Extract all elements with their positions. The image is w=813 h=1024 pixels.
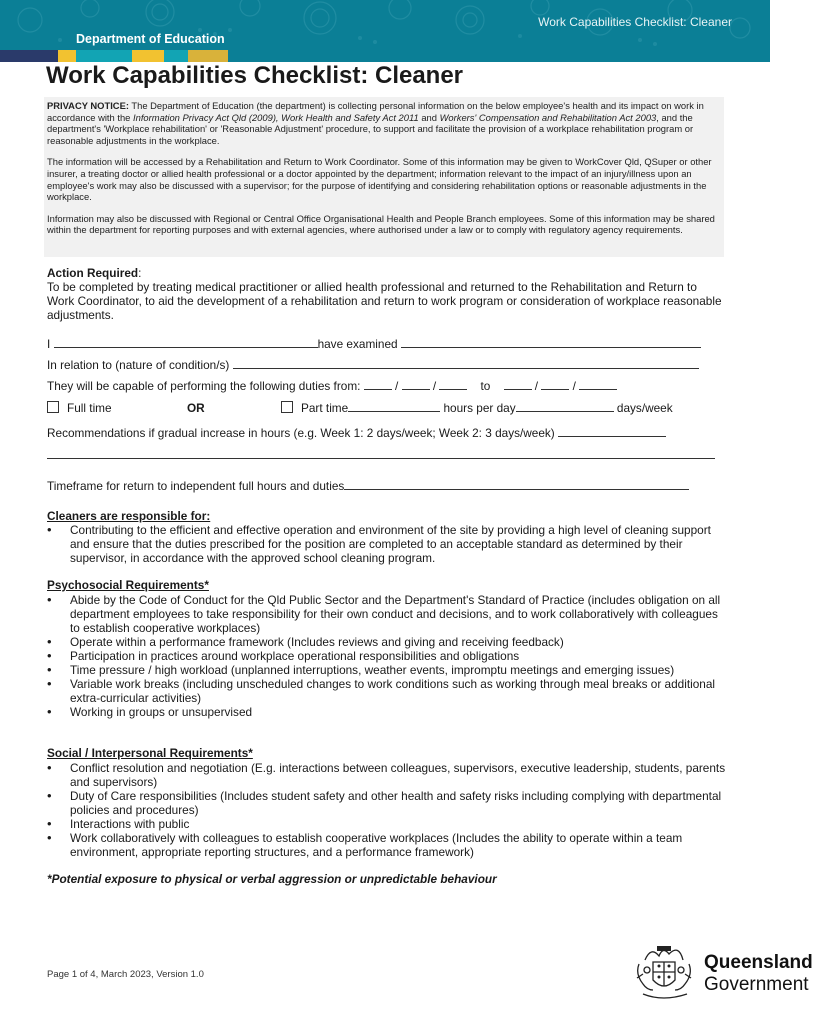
list-item: • Duty of Care responsibilities (Includes student safety and other health and safety risks including complying with departmental policies and procedures)	[47, 789, 727, 817]
slash: /	[432, 379, 437, 393]
capable-line	[47, 379, 617, 393]
list-item: • Operate within a performance framework (Includes reviews and giving and receiving feedback)	[47, 635, 727, 649]
list-item: • Working in groups or unsupervised	[47, 705, 727, 719]
capable-label: They will be capable of performing the following duties from:	[47, 379, 361, 393]
action-title: Action Required	[47, 266, 139, 280]
privacy-text-end: , and the department's 'Workplace rehabilitation' or 'Reasonable Adjustment' procedure, to support and facilitate the provision of a workplace rehabilitation program or reasonable adjustments in the workplace.	[47, 111, 694, 146]
stripe-yellow-2	[132, 50, 164, 62]
list-item: • Time pressure / high workload (unplanned interruptions, weather events, impromptu meetings and emerging issues)	[47, 663, 727, 677]
page-footer: Page 1 of 4, March 2023, Version 1.0	[47, 969, 204, 980]
recommendations-line	[47, 426, 666, 440]
privacy-acts: Information Privacy Act Qld (2009), Work Health and Safety Act 2011	[133, 111, 419, 123]
timeframe-label: Timeframe for return to independent full hours and duties	[47, 479, 345, 493]
list-item: • Contributing to the efficient and effective operation and environment of the site by providing a high level of cleaning support and ensure that the duties prescribed for the position are completed to an acceptable standard as determined by their supervisor, in accordance with the approved school cleaning program.	[47, 523, 727, 565]
list-item: • Variable work breaks (including unscheduled changes to work conditions such as working through meal breaks or additional extra-curricular activities)	[47, 677, 727, 705]
to-month-field[interactable]	[541, 379, 569, 390]
logo-line-1: Queensland	[704, 952, 813, 973]
recommendations-label: Recommendations if gradual increase in hours (e.g. Week 1: 2 days/week; Week 2: 3 days/week)	[47, 426, 555, 440]
i-label: I	[47, 337, 51, 351]
examined-label: have examined	[317, 337, 398, 351]
stripe-teal	[76, 50, 132, 62]
psychosocial-list	[47, 593, 727, 719]
practitioner-name-field[interactable]	[54, 337, 318, 348]
slash: /	[395, 379, 399, 393]
privacy-text-and: and	[418, 111, 440, 123]
social-heading: Social / Interpersonal Requirements*	[47, 746, 253, 760]
social-list	[47, 761, 727, 859]
action-required	[47, 266, 727, 322]
condition-field[interactable]	[233, 358, 699, 369]
action-colon: :	[138, 266, 142, 280]
from-year-field[interactable]	[439, 379, 467, 390]
list-item: • Interactions with public	[47, 817, 727, 831]
list-item: • Participation in practices around workplace operational responsibilities and obligations	[47, 649, 727, 663]
logo-line-2: Government	[704, 974, 809, 995]
relation-line	[47, 358, 699, 372]
privacy-notice	[44, 97, 724, 257]
header-doc-title: Work Capabilities Checklist: Cleaner	[538, 15, 732, 29]
part-time-label: Part time	[301, 401, 349, 415]
department-name: Department of Education	[76, 32, 225, 46]
hours-per-day-field[interactable]	[348, 401, 440, 412]
examined-line	[47, 337, 701, 351]
privacy-text: The Department of Education (the department) is collecting personal information on the below employee's health and its impact on work in accordance with the	[47, 100, 704, 123]
recommendations-field-2[interactable]	[47, 448, 715, 459]
privacy-paragraph-1	[47, 100, 721, 146]
from-day-field[interactable]	[364, 379, 392, 390]
to-label: to	[480, 379, 491, 393]
slash: /	[534, 379, 539, 393]
action-body: To be completed by treating medical practitioner or allied health professional and returned to the Rehabilitation and Return to Work Coordinator, to aid the development of a rehabilitation and return to work program or consideration of workplace reasonable adjustments.	[47, 280, 722, 322]
from-month-field[interactable]	[402, 379, 430, 390]
cleaners-list	[47, 523, 727, 565]
days-per-week-field[interactable]	[516, 401, 614, 412]
relation-label: In relation to (nature of condition/s)	[47, 358, 230, 372]
part-time-group	[281, 401, 673, 415]
stripe-teal-2	[164, 50, 188, 62]
days-week-label: days/week	[616, 401, 673, 415]
stripe-yellow	[58, 50, 76, 62]
timeframe-field[interactable]	[344, 479, 689, 490]
to-day-field[interactable]	[504, 379, 532, 390]
privacy-paragraph-2: The information will be accessed by a Rehabilitation and Return to Work Coordinator. Some of this information may be given to WorkCover Qld, QSuper or other insurer, a treating doctor or allied health professional or a doctor appointed by the department; information relevant to the impact of an injury/illness upon an employee's work may also be discussed with a supervisor; for the purpose of identifying and considering rehabilitation options or reasonable adjustments in the workplace.	[47, 156, 712, 203]
cleaners-heading: Cleaners are responsible for:	[47, 509, 211, 523]
full-time-label: Full time	[67, 401, 112, 415]
recommendations-field[interactable]	[558, 426, 666, 437]
privacy-paragraph-3: Information may also be discussed with Regional or Central Office Organisational Health and People Branch employees. Some of this information may be shared within the department for reporting purposes and with external agencies, where authorised under a law or to comply with regulatory agency requirements.	[47, 212, 715, 236]
list-item: • Abide by the Code of Conduct for the Qld Public Sector and the Department's Standard of Practice (includes obligation on all department employees to take responsibility for their own conduct and decisions, and to work collaboratively with colleagues to establish cooperative workplaces)	[47, 593, 727, 635]
stripe-dark	[0, 50, 58, 62]
psychosocial-heading: Psychosocial Requirements*	[47, 578, 209, 592]
list-item: • Work collaboratively with colleagues to establish cooperative workplaces (Includes the ability to operate within a team environment, appropriate reporting structures, and a performance framework)	[47, 831, 727, 859]
employee-name-field[interactable]	[401, 337, 701, 348]
aggression-note: *Potential exposure to physical or verbal aggression or unpredictable behaviour	[47, 872, 497, 886]
part-time-checkbox[interactable]	[281, 401, 293, 413]
stripe-yellow-3	[188, 50, 228, 62]
header-banner	[0, 0, 770, 62]
timeframe-line	[47, 479, 689, 493]
privacy-act-workers: Workers' Compensation and Rehabilitation Act 2003	[439, 111, 657, 123]
page-title: Work Capabilities Checklist: Cleaner	[46, 62, 464, 89]
to-year-field[interactable]	[579, 379, 617, 390]
hours-line	[47, 401, 673, 415]
slash: /	[572, 379, 576, 393]
hours-per-day-label: hours per day	[443, 401, 516, 415]
list-item: • Conflict resolution and negotiation (E.g. interactions between colleagues, supervisors, executive leadership, students, parents and supervisors)	[47, 761, 727, 789]
full-time-checkbox[interactable]	[47, 401, 59, 413]
or-label: OR	[187, 401, 205, 415]
privacy-label: PRIVACY NOTICE:	[47, 100, 129, 111]
recommendations-line-2	[47, 448, 715, 462]
